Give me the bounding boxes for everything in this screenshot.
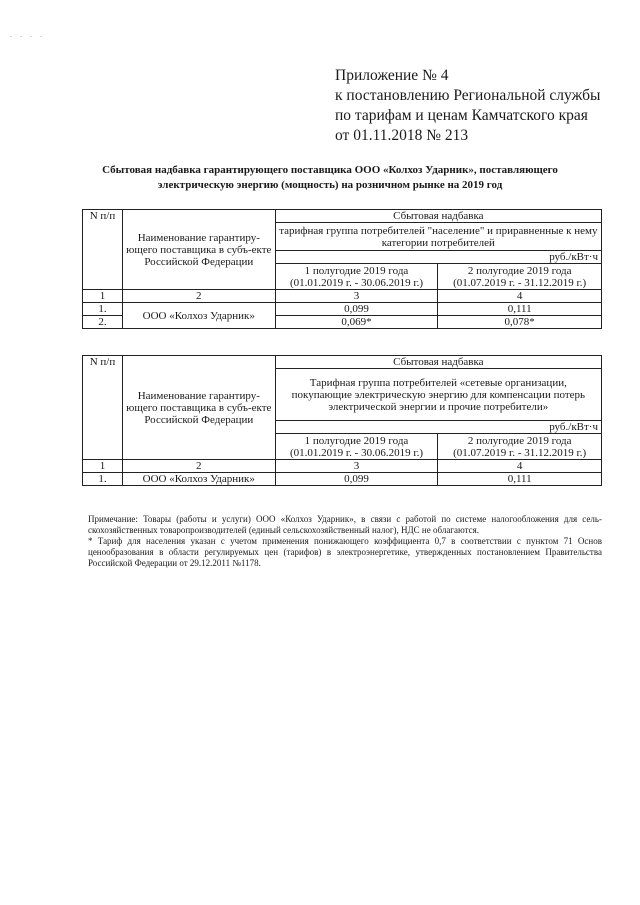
unit-header: руб./кВт·ч (275, 421, 601, 434)
appendix-reference: к постановлению Региональной службы (335, 87, 601, 104)
row-number: 1. (83, 473, 123, 486)
row-number: 1. (83, 303, 123, 316)
index-cell: 1 (83, 460, 123, 473)
index-cell: 3 (275, 290, 438, 303)
appendix-block (335, 66, 600, 146)
value-half-2: 0,111 (438, 473, 602, 486)
tariff-table-population (82, 209, 602, 329)
column-markup-header: Сбытовая надбавка (275, 210, 601, 223)
index-cell: 4 (438, 460, 602, 473)
heading-line-2: электрическую энергию (мощность) на розничном рынке на 2019 год (157, 179, 503, 191)
column-supplier-header: Наименование гарантиру-ющего поставщика в субъ-екте Российской Федерации (122, 210, 275, 290)
tariff-group-header: тарифная группа потребителей "население" и приравненные к нему категории потребителей (275, 223, 601, 251)
margin-marks: . . . . (10, 30, 45, 39)
value-half-1: 0,099 (275, 303, 438, 316)
half-year-2-header: 2 полугодие 2019 года (01.07.2019 г. - 31.12.2019 г.) (438, 264, 602, 290)
value-half-1: 0,069* (275, 316, 438, 329)
table-row (83, 473, 602, 486)
appendix-authority: по тарифам и ценам Камчатского края (335, 107, 588, 124)
row-number: 2. (83, 316, 123, 329)
heading-line-1: Сбытовая надбавка гарантирующего поставщика ООО «Колхоз Ударник», поставляющего (102, 164, 558, 176)
footnotes (88, 514, 602, 569)
tariff-group-header: Тарифная группа потребителей «сетевые организации, покупающие электрическую энергию для компенсации потерь электрической энергии и прочие потребители» (275, 369, 601, 421)
unit-header: руб./кВт·ч (275, 251, 601, 264)
half-year-2-header: 2 полугодие 2019 года (01.07.2019 г. - 31.12.2019 г.) (438, 434, 602, 460)
index-cell: 2 (122, 290, 275, 303)
index-cell: 4 (438, 290, 602, 303)
vat-note: Примечание: Товары (работы и услуги) ООО «Колхоз Ударник», в связи с работой по системе налогообложения для сель-скохозяйственных товаропроизводителей (единый сельскохозяйственный налог), НДС не облагаются. (88, 514, 602, 535)
column-number-header: N п/п (83, 356, 123, 460)
index-cell: 3 (275, 460, 438, 473)
tariff-table-other-consumers (82, 355, 602, 486)
appendix-title: Приложение № 4 (335, 67, 449, 84)
index-cell: 1 (83, 290, 123, 303)
appendix-date: от 01.11.2018 № 213 (335, 127, 469, 144)
document-heading (70, 163, 590, 193)
value-half-2: 0,078* (438, 316, 602, 329)
column-supplier-header: Наименование гарантиру-ющего поставщика в субъ-екте Российской Федерации (122, 356, 275, 460)
supplier-name: ООО «Колхоз Ударник» (122, 303, 275, 329)
column-number-header: N п/п (83, 210, 123, 290)
supplier-name: ООО «Колхоз Ударник» (122, 473, 275, 486)
value-half-1: 0,099 (275, 473, 438, 486)
column-markup-header: Сбытовая надбавка (275, 356, 601, 369)
value-half-2: 0,111 (438, 303, 602, 316)
index-cell: 2 (122, 460, 275, 473)
half-year-1-header: 1 полугодие 2019 года (01.01.2019 г. - 30.06.2019 г.) (275, 434, 438, 460)
half-year-1-header: 1 полугодие 2019 года (01.01.2019 г. - 30.06.2019 г.) (275, 264, 438, 290)
table-row (83, 303, 602, 316)
tariff-note: * Тариф для населения указан с учетом применения понижающего коэффициента 0,7 в соответствии с пунктом 71 Основ ценообразования в области регулируемых цен (тарифов) в электроэнергетике, утвержденных постановлением Правительства Российской Федерации от 29.12.2011 №1178. (88, 536, 602, 568)
